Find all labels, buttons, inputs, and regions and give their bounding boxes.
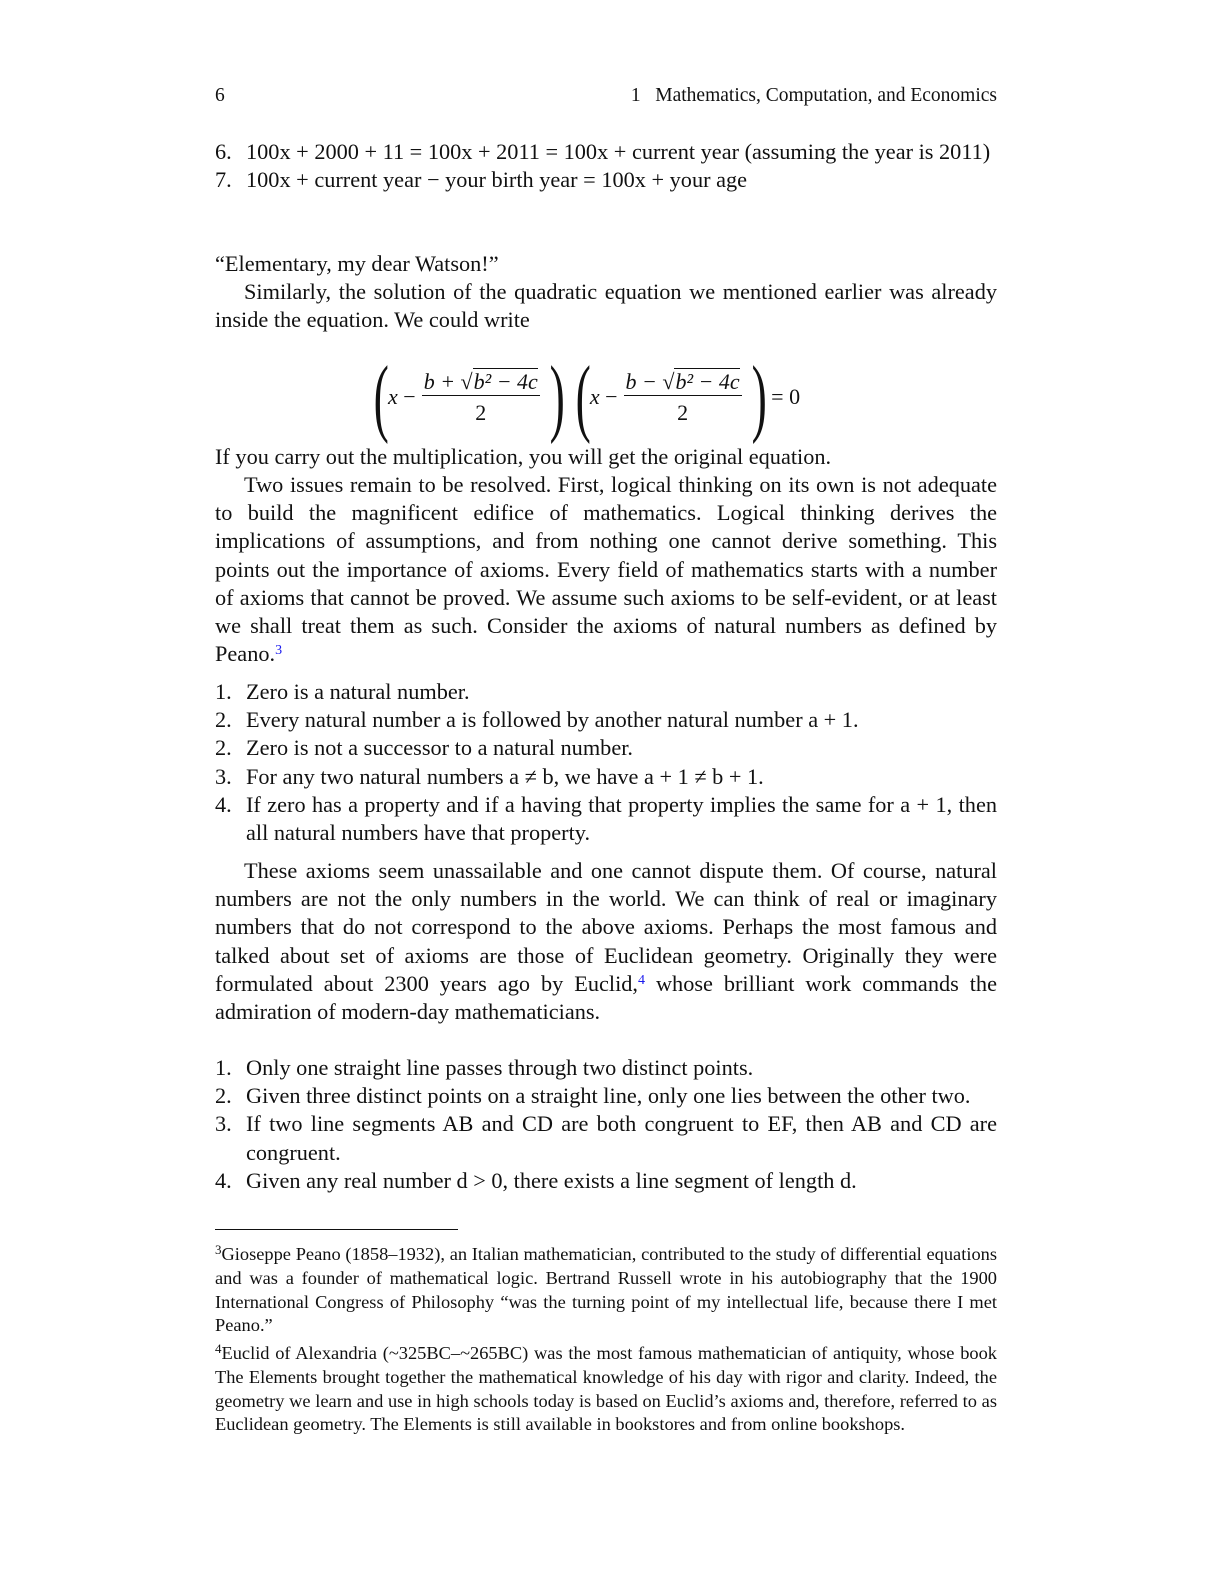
left-paren: ( — [575, 348, 591, 446]
list-item — [215, 1110, 997, 1166]
item-number: 4. — [215, 791, 232, 817]
item-text: Only one straight line passes through two distinct points. — [246, 1055, 754, 1080]
footnote-mark: 4 — [215, 1341, 222, 1356]
item-text: Given three distinct points on a straight line, only one lies between the other two. — [246, 1083, 971, 1109]
euclid-axioms-list — [215, 1054, 997, 1195]
footnote-link-4[interactable]: 4 — [637, 972, 645, 988]
item-number: 3. — [215, 1111, 232, 1137]
item-text: For any two natural numbers a ≠ b, we have a + 1 ≠ b + 1. — [246, 763, 764, 789]
paragraph: If you carry out the multiplication, you will get the original equation. — [215, 444, 832, 469]
footnote-3 — [215, 1243, 997, 1338]
list-item — [215, 734, 997, 762]
list-item — [215, 1054, 997, 1082]
item-number: 3. — [215, 763, 232, 789]
item-text: Given any real number d > 0, there exists a line segment of length d. — [246, 1167, 857, 1193]
item-number: 4. — [215, 1167, 232, 1193]
item-text: 100x + 2000 + 11 = 100x + 2011 = 100x + current year (assuming the year is 2011) — [246, 139, 991, 164]
eq-minus: − — [605, 384, 618, 409]
footnote-4 — [215, 1342, 997, 1437]
paragraph — [215, 471, 997, 668]
footnote-text: Gioseppe Peano (1858–1932), an Italian mathematician, contributed to the study of differential equations and was a founder of mathematical logic. Bertrand Russell wrote in his autobiography that the 1900 International Congress of Philosophy “was the turning point of my intellectual life, because there I met Peano.” — [215, 1244, 997, 1336]
item-text: If zero has a property and if a having that property implies the same for a + 1, then all natural numbers have that property. — [246, 791, 997, 846]
list-item — [215, 763, 997, 791]
footnote-text: Euclid of Alexandria (~325BC–~265BC) was the most famous mathematician of antiquity, whose book The Elements brought together the mathematical knowledge of his day with rigor and clarity. Indeed, the geometry we learn and use in high schools today is based on Euclid’s axioms and, therefore, referred to as Euclidean geometry. The Elements is still available in bookstores and from online bookshops. — [215, 1343, 997, 1435]
paragraph-text: whose brilliant work commands the admiration of modern-day mathematicians. — [215, 970, 997, 1025]
eq-minus: − — [403, 384, 416, 409]
page-number: 6 — [215, 85, 225, 106]
paragraph-text: These axioms seem unassailable and one cannot dispute them. Of course, natural numbers are not the only numbers in the world. We can think of real or imaginary numbers that do not correspond to the above axioms. Perhaps the most famous and talked about set of axioms are those of Euclidean geometry. Originally they were formulated about 2300 years ago by Euclid, — [215, 858, 997, 996]
right-paren: ) — [751, 348, 767, 446]
numerator: b + √ — [423, 368, 473, 394]
item-text: 100x + current year − your birth year = 100x + your age — [246, 167, 748, 193]
left-paren: ( — [373, 348, 389, 446]
list-item — [215, 706, 997, 734]
list-item — [215, 138, 997, 166]
eq-x: x — [388, 384, 398, 409]
eq-x: x — [589, 384, 600, 409]
denominator: 2 — [422, 395, 540, 426]
item-text: If two line segments AB and CD are both congruent to EF, then AB and CD are congruent. — [246, 1111, 997, 1165]
list-item — [215, 791, 997, 847]
radicand: b² − 4c — [473, 368, 538, 394]
item-number: 6. — [215, 139, 232, 164]
footnote-divider — [215, 1229, 458, 1230]
item-text: Zero is not a successor to a natural number. — [246, 735, 633, 761]
item-number: 2. — [215, 735, 232, 761]
step-list — [215, 138, 997, 194]
paragraph-text: Two issues remain to be resolved. First, logical thinking on its own is not adequate to build the magnificent edifice of mathematics. Logical thinking derives the implications of assumptions, and from nothing one cannot derive something. This points out the importance of axioms. Every field of mathematics starts with a number of axioms that cannot be proved. We assume such axioms to be self-evident, or at least we shall treat them as such. Consider the axioms of natural numbers as defined by Peano. — [215, 472, 997, 667]
peano-axioms-list — [215, 678, 997, 847]
running-header: 1 Mathematics, Computation, and Economics — [630, 85, 997, 106]
right-paren: ) — [549, 348, 565, 446]
numerator: b − √ — [625, 368, 675, 394]
item-number: 2. — [215, 707, 232, 733]
item-number: 7. — [215, 167, 232, 193]
paragraph — [215, 857, 997, 1026]
denominator: 2 — [624, 395, 742, 426]
radicand: b² − 4c — [675, 368, 740, 394]
quadratic-equation — [370, 348, 801, 446]
quote: “Elementary, my dear Watson!” — [215, 251, 499, 276]
paragraph: Similarly, the solution of the quadratic equation we mentioned earlier was already inside the equation. We could write — [215, 279, 997, 333]
list-item — [215, 166, 997, 194]
list-item — [215, 1082, 997, 1110]
footnote-link-3[interactable]: 3 — [275, 643, 283, 659]
item-number: 1. — [215, 1055, 232, 1080]
item-text: Every natural number a is followed by another natural number a + 1. — [246, 707, 859, 733]
fraction — [422, 369, 540, 426]
eq-rhs: = 0 — [771, 384, 801, 409]
item-number: 1. — [215, 679, 232, 704]
item-number: 2. — [215, 1083, 232, 1109]
footnote-mark: 3 — [215, 1242, 222, 1257]
list-item — [215, 1167, 997, 1195]
item-text: Zero is a natural number. — [246, 679, 470, 704]
list-item — [215, 678, 997, 706]
fraction — [624, 369, 742, 426]
